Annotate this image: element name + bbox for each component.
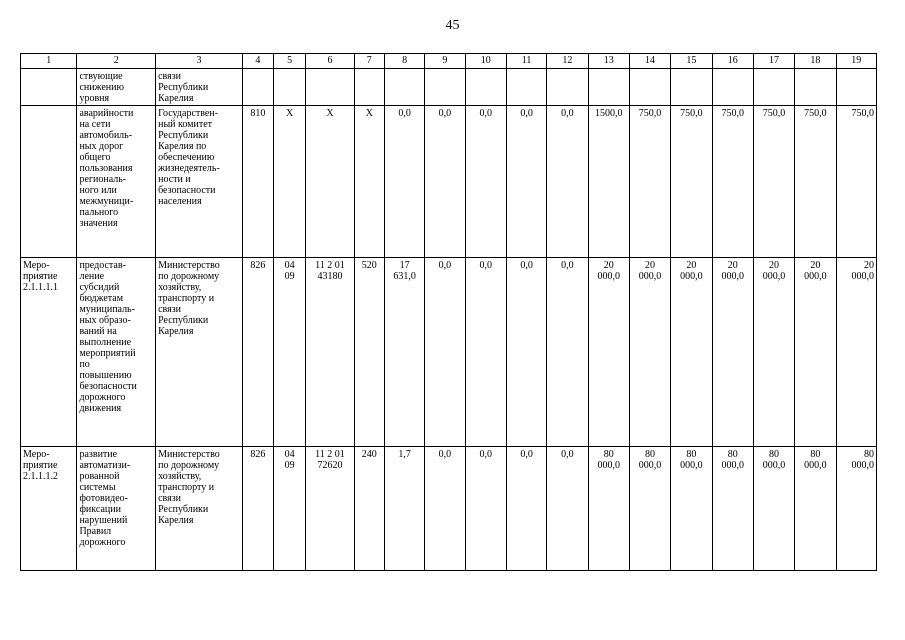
table-cell: 20 000,0	[671, 258, 712, 447]
table-cell: Государствен- ный комитет Республики Карелия по обеспечению жизнедеятель- ности и безопасности населения	[156, 106, 243, 258]
table-cell: 750,0	[795, 106, 836, 258]
table-cell: 04 09	[274, 258, 306, 447]
column-header: 11	[506, 54, 546, 69]
column-header: 17	[753, 54, 794, 69]
table-row	[21, 258, 877, 447]
column-header: 3	[156, 54, 243, 69]
header-row	[21, 54, 877, 69]
column-header: 14	[629, 54, 670, 69]
table-cell: 20 000,0	[588, 258, 629, 447]
table-cell: 80 000,0	[671, 447, 712, 571]
table-cell: 11 2 01 72620	[306, 447, 354, 571]
table-cell: 750,0	[836, 106, 876, 258]
table-cell: 0,0	[547, 447, 588, 571]
table-cell: Х	[306, 106, 354, 258]
table-cell: 1500,0	[588, 106, 629, 258]
column-header: 8	[384, 54, 424, 69]
table-cell	[836, 69, 876, 106]
table-cell: 80 000,0	[712, 447, 753, 571]
table-cell: 20 000,0	[712, 258, 753, 447]
table-cell: 750,0	[712, 106, 753, 258]
table-cell: Министерство по дорожному хозяйству, транспорту и связи Республики Карелия	[156, 447, 243, 571]
table-cell: развитие автоматизи- рованной системы фотовидео- фиксации нарушений Правил дорожного	[77, 447, 156, 571]
table-cell: 80 000,0	[795, 447, 836, 571]
table-cell: 0,0	[465, 258, 506, 447]
table-cell: 0,0	[506, 258, 546, 447]
table-cell: предостав- ление субсидий бюджетам муниципаль- ных образо- ваний на выполнение мероприятий по повышению безопасности дорожного движения	[77, 258, 156, 447]
table-cell	[425, 69, 465, 106]
table-cell: 240	[354, 447, 384, 571]
column-header: 18	[795, 54, 836, 69]
table-cell: 04 09	[274, 447, 306, 571]
column-header: 16	[712, 54, 753, 69]
table-cell: 20 000,0	[795, 258, 836, 447]
table-cell	[588, 69, 629, 106]
table-cell: 750,0	[753, 106, 794, 258]
table-cell: 80 000,0	[588, 447, 629, 571]
column-header: 13	[588, 54, 629, 69]
table-cell	[306, 69, 354, 106]
budget-table	[20, 53, 877, 571]
table-cell: 0,0	[425, 447, 465, 571]
column-header: 9	[425, 54, 465, 69]
table-cell: 0,0	[465, 447, 506, 571]
table-cell	[547, 69, 588, 106]
table-cell: 520	[354, 258, 384, 447]
column-header: 19	[836, 54, 876, 69]
table-cell: 0,0	[425, 258, 465, 447]
table-cell	[274, 69, 306, 106]
column-header: 4	[242, 54, 273, 69]
table-cell: 810	[242, 106, 273, 258]
table-cell: 11 2 01 43180	[306, 258, 354, 447]
table-cell: ствующие снижению уровня	[77, 69, 156, 106]
table-cell	[465, 69, 506, 106]
page-number: 45	[445, 18, 460, 33]
table-cell	[712, 69, 753, 106]
table-cell: 750,0	[629, 106, 670, 258]
table-row	[21, 447, 877, 571]
table-cell	[753, 69, 794, 106]
column-header: 2	[77, 54, 156, 69]
table-cell: Меро- приятие 2.1.1.1.2	[21, 447, 77, 571]
table-cell: 0,0	[384, 106, 424, 258]
column-header: 15	[671, 54, 712, 69]
table-cell	[671, 69, 712, 106]
table-cell: связи Республики Карелия	[156, 69, 243, 106]
table-cell: аварийности на сети автомобиль- ных дорог общего пользования региональ- ного или межмуници- пального значения	[77, 106, 156, 258]
table-row	[21, 106, 877, 258]
table-cell: 17 631,0	[384, 258, 424, 447]
table-cell: 0,0	[547, 258, 588, 447]
table-cell: 750,0	[671, 106, 712, 258]
table-cell	[21, 106, 77, 258]
table-cell: 80 000,0	[629, 447, 670, 571]
table-cell: 0,0	[547, 106, 588, 258]
table-cell: Х	[354, 106, 384, 258]
table-cell: 0,0	[425, 106, 465, 258]
table-cell: Министерство по дорожному хозяйству, транспорту и связи Республики Карелия	[156, 258, 243, 447]
table-cell	[795, 69, 836, 106]
table-cell	[242, 69, 273, 106]
table-cell: 826	[242, 258, 273, 447]
column-header: 7	[354, 54, 384, 69]
column-header: 5	[274, 54, 306, 69]
table-cell: 826	[242, 447, 273, 571]
table-row	[21, 69, 877, 106]
table-cell	[354, 69, 384, 106]
table-cell: 0,0	[465, 106, 506, 258]
table-cell: 20 000,0	[629, 258, 670, 447]
table-cell: Меро- приятие 2.1.1.1.1	[21, 258, 77, 447]
column-header: 12	[547, 54, 588, 69]
table-cell: 80 000,0	[836, 447, 876, 571]
table-cell	[629, 69, 670, 106]
column-header: 6	[306, 54, 354, 69]
table-cell: 0,0	[506, 106, 546, 258]
table-cell: Х	[274, 106, 306, 258]
table-cell: 20 000,0	[836, 258, 876, 447]
table-cell	[506, 69, 546, 106]
table-cell: 80 000,0	[753, 447, 794, 571]
column-header: 10	[465, 54, 506, 69]
table-cell: 1,7	[384, 447, 424, 571]
table-cell: 0,0	[506, 447, 546, 571]
table-cell: 20 000,0	[753, 258, 794, 447]
table-cell	[21, 69, 77, 106]
column-header: 1	[21, 54, 77, 69]
table-body	[21, 54, 877, 571]
table-cell	[384, 69, 424, 106]
